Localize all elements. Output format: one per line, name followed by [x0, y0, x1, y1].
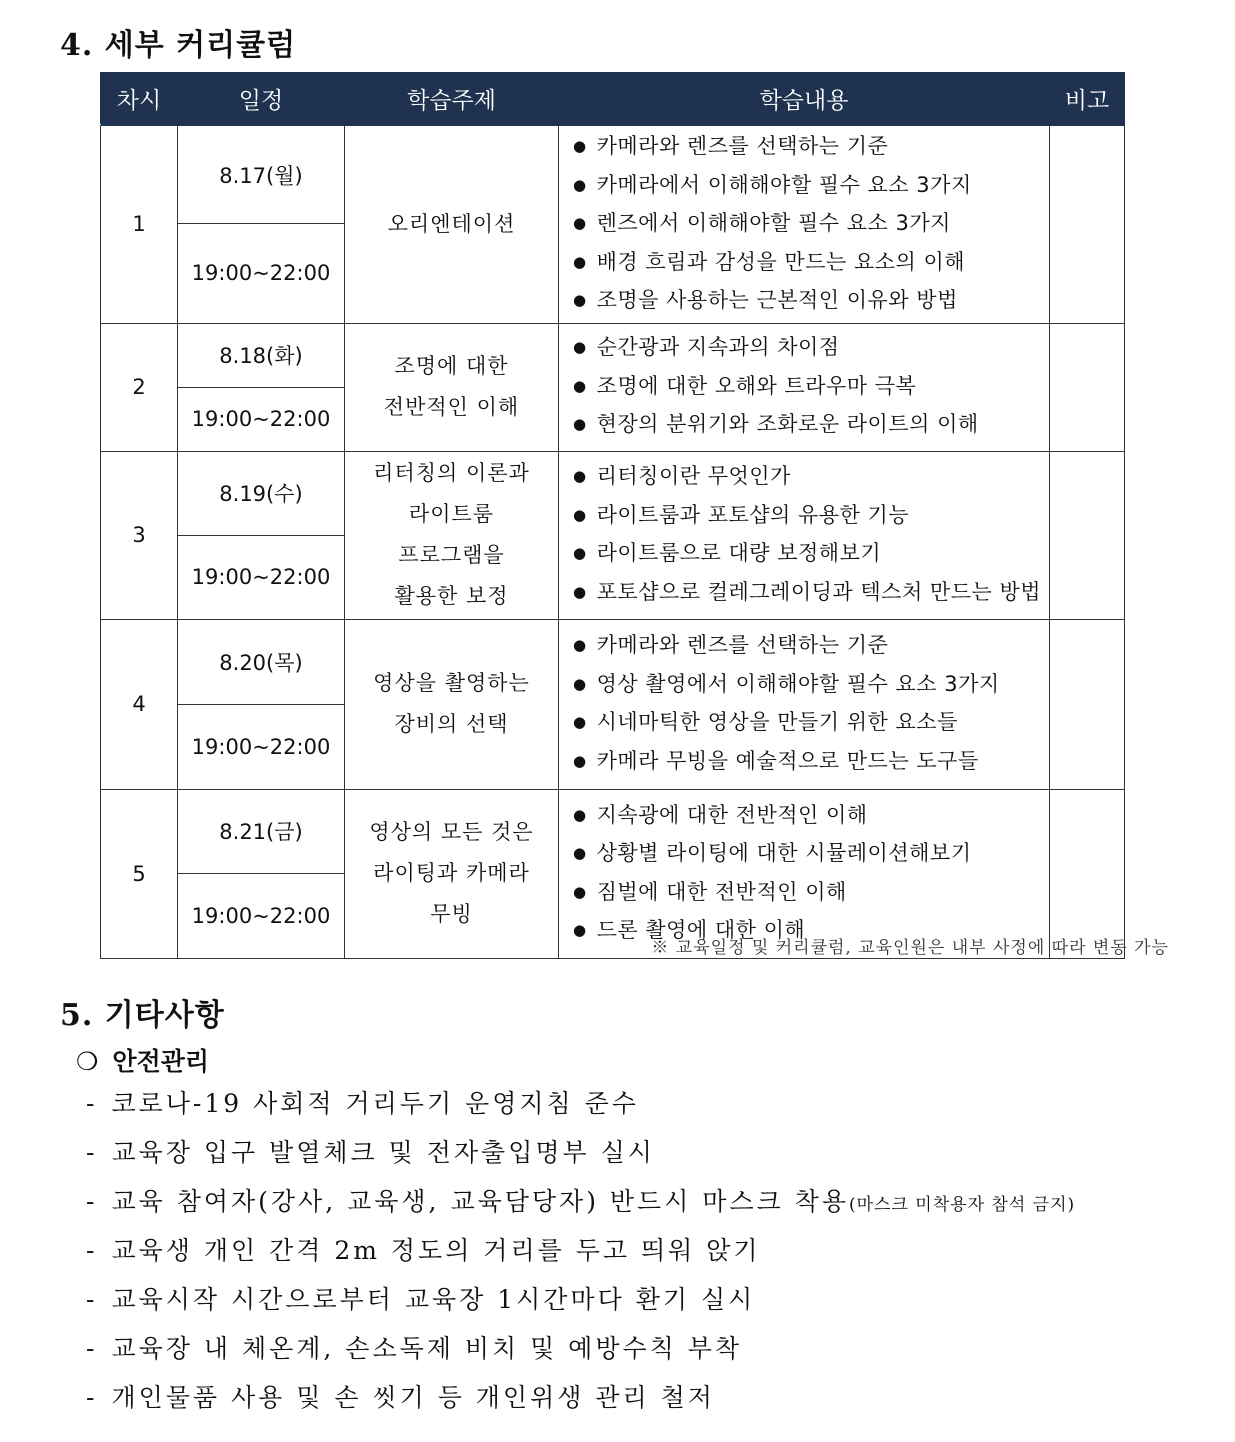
session-time: 19:00~22:00: [178, 873, 345, 958]
content-item: ● 현장의 분위기와 조화로운 라이트의 이해: [573, 412, 979, 437]
session-topic: [345, 789, 559, 958]
table-row: [101, 619, 1125, 704]
topic-line: 장비의 선택: [394, 712, 509, 736]
session-contents: [559, 619, 1050, 789]
table-header-row: [101, 73, 1125, 125]
mask-note: (마스크 미착용자 참석 금지): [849, 1195, 1076, 1215]
topic-line: 활용한 보정: [394, 584, 509, 608]
topic-line: 전반적인 이해: [383, 395, 520, 419]
list-item: - 교육 참여자(강사, 교육생, 교육담당자) 반드시 마스크 착용(마스크 미착용자 참석 금지): [86, 1187, 1076, 1216]
session-date: 8.21(금): [178, 789, 345, 873]
table-row: [101, 789, 1125, 873]
content-item: ● 라이트룸으로 대량 보정해보기: [573, 541, 882, 565]
content-item: ● 순간광과 지속과의 차이점: [573, 335, 840, 360]
session-time: 19:00~22:00: [178, 224, 345, 323]
content-item: ● 포토샵으로 컬레그레이딩과 텍스처 만드는 방법: [573, 579, 1042, 604]
topic-line: 프로그램을: [398, 543, 505, 567]
topic-line: 영상을 촬영하는: [373, 671, 530, 695]
topic-line: 무빙: [430, 902, 473, 926]
session-time: 19:00~22:00: [178, 535, 345, 619]
header-contents: 학습내용: [559, 73, 1050, 125]
content-item: ● 드론 촬영에 대한 이해: [573, 918, 806, 942]
session-date: 8.19(수): [178, 451, 345, 535]
table-row: [101, 451, 1125, 535]
session-remarks: [1050, 323, 1125, 451]
session-remarks: [1050, 125, 1125, 324]
session-remarks: [1050, 451, 1125, 619]
session-date: 8.17(월): [178, 125, 345, 224]
list-item: - 교육시작 시간으로부터 교육장 1시간마다 환기 실시: [86, 1285, 756, 1314]
session-contents: [559, 323, 1050, 451]
session-topic: [345, 451, 559, 619]
session-topic: [345, 125, 559, 324]
session-time: 19:00~22:00: [178, 387, 345, 451]
session-number: 2: [101, 323, 178, 451]
session-number: 5: [101, 789, 178, 958]
content-item: ● 영상 촬영에서 이해해야할 필수 요소 3가지: [573, 671, 1000, 696]
topic-line: 리터칭의 이론과: [373, 461, 530, 485]
curriculum-change-note: ※ 교육일정 및 커리큘럼, 교육인원은 내부 사정에 따라 변동 가능: [651, 938, 1169, 958]
circle-bullet-icon: ❍: [76, 1047, 99, 1076]
topic-line: 영상의 모든 것은: [369, 820, 534, 844]
table-row: [101, 125, 1125, 224]
content-item: ● 조명을 사용하는 근본적인 이유와 방법: [573, 288, 958, 312]
session-number: 1: [101, 125, 178, 324]
header-topic: 학습주제: [345, 73, 559, 125]
header-schedule: 일정: [178, 73, 345, 125]
list-item: - 개인물품 사용 및 손 씻기 등 개인위생 관리 철저: [86, 1383, 715, 1412]
session-time: 19:00~22:00: [178, 704, 345, 789]
content-item: ● 카메라에서 이해해야할 필수 요소 3가지: [573, 172, 972, 197]
content-item: ● 배경 흐림과 감성을 만드는 요소의 이해: [573, 249, 966, 274]
topic-line: 오리엔테이션: [387, 211, 516, 236]
session-date: 8.20(목): [178, 619, 345, 704]
content-item: ● 렌즈에서 이해해야할 필수 요소 3가지: [573, 211, 951, 235]
list-item: - 교육장 내 체온계, 손소독제 비치 및 예방수칙 부착: [86, 1334, 743, 1363]
session-topic: [345, 323, 559, 451]
safety-list: [86, 1082, 1075, 1425]
topic-line: 라이트룸: [408, 502, 495, 526]
header-session: 차시: [101, 73, 178, 125]
session-contents: [559, 125, 1050, 324]
section-5-title: 5. 기타사항: [60, 998, 225, 1033]
session-date: 8.18(화): [178, 323, 345, 387]
list-item: - 교육장 입구 발열체크 및 전자출입명부 실시: [86, 1138, 655, 1167]
session-topic: [345, 619, 559, 789]
header-remarks: 비고: [1050, 73, 1125, 125]
topic-line: 라이팅과 카메라: [373, 861, 530, 885]
content-item: ● 시네마틱한 영상을 만들기 위한 요소들: [573, 710, 958, 734]
content-item: ● 지속광에 대한 전반적인 이해: [573, 802, 868, 827]
content-item: ● 카메라와 렌즈를 선택하는 기준: [573, 633, 889, 657]
table-row: [101, 323, 1125, 387]
safety-heading: [76, 1042, 209, 1078]
section-4-title: 4. 세부 커리큘럼: [60, 28, 297, 63]
session-contents: [559, 451, 1050, 619]
session-number: 4: [101, 619, 178, 789]
safety-heading-label: 안전관리: [112, 1047, 210, 1076]
content-item: ● 카메라와 렌즈를 선택하는 기준: [573, 134, 889, 158]
content-item: ● 짐벌에 대한 전반적인 이해: [573, 879, 847, 904]
content-item: ● 리터칭이란 무엇인가: [573, 464, 791, 488]
list-item: - 코로나-19 사회적 거리두기 운영지침 준수: [86, 1089, 639, 1118]
curriculum-table: [100, 72, 1125, 959]
content-item: ● 라이트룸과 포토샵의 유용한 기능: [573, 502, 910, 527]
list-item: - 교육생 개인 간격 2m 정도의 거리를 두고 띄워 앉기: [86, 1236, 761, 1265]
session-remarks: [1050, 619, 1125, 789]
content-item: ● 카메라 무빙을 예술적으로 만드는 도구들: [573, 748, 979, 773]
content-item: ● 조명에 대한 오해와 트라우마 극복: [573, 373, 917, 398]
session-number: 3: [101, 451, 178, 619]
content-item: ● 상황별 라이팅에 대한 시뮬레이션해보기: [573, 841, 972, 865]
topic-line: 조명에 대한: [394, 354, 509, 378]
